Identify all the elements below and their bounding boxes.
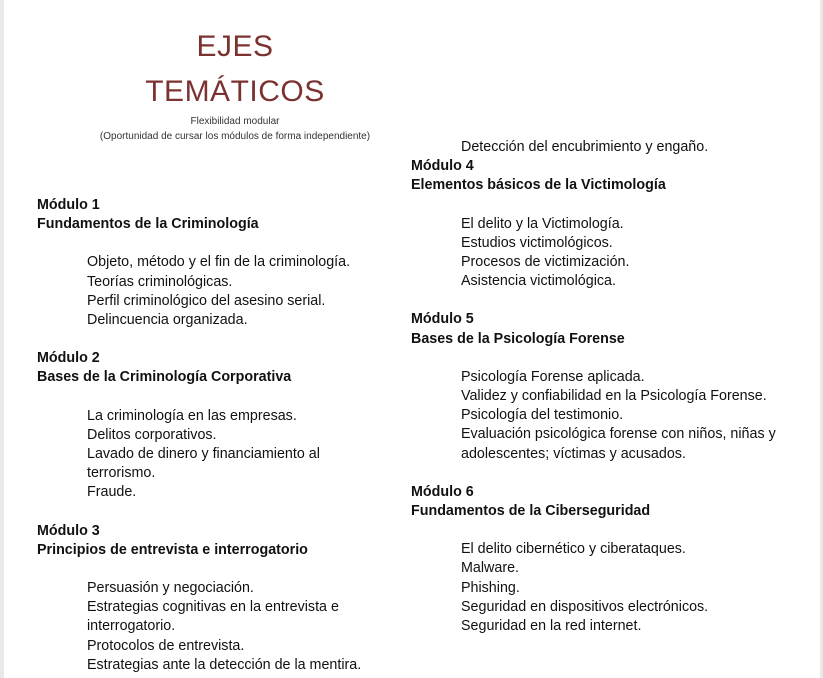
topic-item: Psicología del testimonio. [461, 407, 624, 424]
topic-item: Phishing. [461, 579, 520, 596]
title-line-1: EJES [196, 30, 274, 63]
page-edge-left [0, 0, 4, 678]
module-4 [411, 157, 806, 291]
page-title [60, 24, 410, 114]
module-topics [37, 407, 337, 503]
module-number: Módulo 4 [411, 158, 474, 175]
topic-item: Estrategias cognitivas en la entrevista e interrogatorio. [87, 599, 339, 635]
topic-item: Malware. [461, 560, 519, 577]
topic-item: Perfil criminológico del asesino serial. [87, 292, 326, 309]
module-number: Módulo 1 [37, 197, 100, 213]
topic-item: Seguridad en dispositivos electrónicos. [461, 598, 709, 615]
topic-item: Fraude. [87, 484, 137, 501]
module-2 [37, 349, 397, 502]
left-column [37, 196, 397, 675]
title-line-2: TEMÁTICOS [145, 75, 325, 108]
subtitle-line-1: Flexibilidad modular [190, 116, 280, 127]
module-6 [411, 483, 806, 636]
topic-item: Delincuencia organizada. [87, 312, 248, 329]
module-number: Módulo 2 [37, 350, 100, 367]
topic-item: Persuasión y negociación. [87, 580, 254, 597]
module-5 [411, 310, 806, 463]
topic-item: Estudios victimológicos. [461, 234, 613, 251]
topic-item: La criminología en las empresas. [87, 407, 297, 424]
module-name: Bases de la Psicología Forense [411, 330, 625, 347]
topic-item: Seguridad en la red internet. [461, 618, 642, 635]
topic-item: Evaluación psicológica forense con niños, niñas y adolescentes; víctimas y acusados. [461, 426, 776, 462]
module-number: Módulo 6 [411, 483, 474, 500]
module-topics [411, 215, 806, 292]
topic-item: Lavado de dinero y financiamiento al terrorismo. [87, 446, 320, 482]
topic-item-continued: Detección del encubrimiento y engaño. [461, 139, 709, 155]
topic-item: El delito y la Victimología. [461, 215, 624, 232]
right-column [411, 138, 806, 636]
module-topics [37, 579, 362, 675]
topic-item: Objeto, método y el fin de la criminología. [87, 254, 351, 271]
topic-item: Validez y confiabilidad en la Psicología Forense. [461, 388, 767, 405]
module-name: Principios de entrevista e interrogatorio [37, 541, 308, 558]
topic-item: Psicología Forense aplicada. [461, 368, 645, 385]
module-number: Módulo 5 [411, 311, 474, 328]
module-name: Elementos básicos de la Victimología [411, 177, 666, 194]
module-topics [411, 368, 801, 464]
title-block [60, 24, 410, 144]
module-topics [411, 540, 806, 636]
module-1 [37, 196, 397, 330]
topic-item: Teorías criminológicas. [87, 273, 233, 290]
topic-item: Delitos corporativos. [87, 426, 217, 443]
module-name: Fundamentos de la Criminología [37, 216, 259, 233]
module-number: Módulo 3 [37, 522, 100, 539]
subtitle-line-2: (Oportunidad de cursar los módulos de forma independiente) [99, 131, 371, 142]
topic-item: El delito cibernético y ciberataques. [461, 541, 686, 558]
module-name: Fundamentos de la Ciberseguridad [411, 503, 651, 520]
topic-item: Protocolos de entrevista. [87, 637, 245, 654]
module-topics [37, 253, 397, 330]
topic-item: Estrategias ante la detección de la mentira. [87, 656, 362, 673]
module-name: Bases de la Criminología Corporativa [37, 369, 292, 386]
topic-item: Procesos de victimización. [461, 254, 630, 271]
module-3 [37, 522, 397, 675]
topic-item: Asistencia victimológica. [461, 273, 616, 290]
